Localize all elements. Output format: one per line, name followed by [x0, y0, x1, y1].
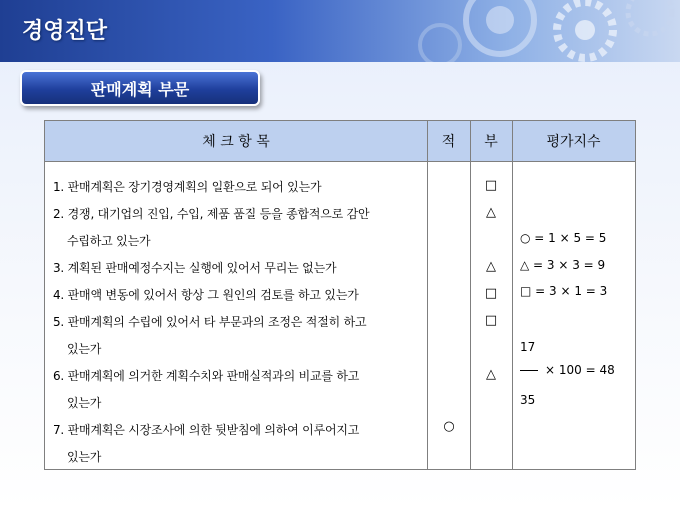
mark-square: □: [484, 178, 498, 193]
check-item: 있는가: [67, 396, 102, 410]
check-item: 3. 계획된 판매예정수지는 실행에 있어서 무리는 없는가: [53, 261, 337, 275]
score-numerator: 17: [520, 340, 536, 354]
check-item: 수립하고 있는가: [67, 234, 151, 248]
score-square: □ = 3 × 1 = 3: [520, 284, 608, 298]
check-item: 2. 경쟁, 대기업의 진입, 수입, 제품 품질 등을 종합적으로 감안: [53, 207, 370, 221]
column-divider: [427, 121, 428, 469]
score-denominator: 35: [520, 393, 536, 407]
score-circle: ○ = 1 × 5 = 5: [520, 231, 607, 245]
check-item: 있는가: [67, 342, 102, 356]
check-item: 7. 판매계획은 시장조사에 의한 뒷받침에 의하여 이루어지고: [53, 423, 360, 437]
header-appropriate: 적: [441, 134, 456, 150]
gear-decoration-icon: [350, 0, 680, 62]
mark-triangle: △: [486, 367, 496, 382]
fraction-bar: [520, 370, 538, 371]
column-divider: [512, 121, 513, 469]
score-triangle: △ = 3 × 3 = 9: [520, 258, 606, 272]
header-check-items: 체 크 항 목: [202, 134, 270, 150]
checklist-table: [44, 120, 636, 470]
check-item: 4. 판매액 변동에 있어서 항상 그 원인의 검토를 하고 있는가: [53, 288, 359, 302]
header-score: 평가지수: [546, 134, 601, 150]
mark-circle: ○: [443, 419, 455, 434]
column-divider: [470, 121, 471, 469]
score-formula: × 100 = 48: [545, 363, 615, 377]
mark-square: □: [484, 313, 498, 328]
title-banner: [0, 0, 680, 62]
header-inappropriate: 부: [484, 134, 498, 150]
check-item: 5. 판매계획의 수립에 있어서 타 부문과의 조정은 적절히 하고: [53, 315, 367, 329]
check-item: 있는가: [67, 450, 102, 464]
section-label: 판매계획 부문: [90, 79, 190, 99]
slide-title: 경영진단: [22, 19, 108, 44]
mark-square: □: [484, 286, 498, 301]
section-label-box: [20, 70, 260, 106]
check-item: 1. 판매계획은 장기경영계획의 일환으로 되어 있는가: [53, 180, 322, 194]
mark-triangle: △: [486, 205, 496, 220]
check-item: 6. 판매계획에 의거한 계획수치와 판매실적과의 비교를 하고: [53, 369, 360, 383]
mark-triangle: △: [486, 259, 496, 274]
